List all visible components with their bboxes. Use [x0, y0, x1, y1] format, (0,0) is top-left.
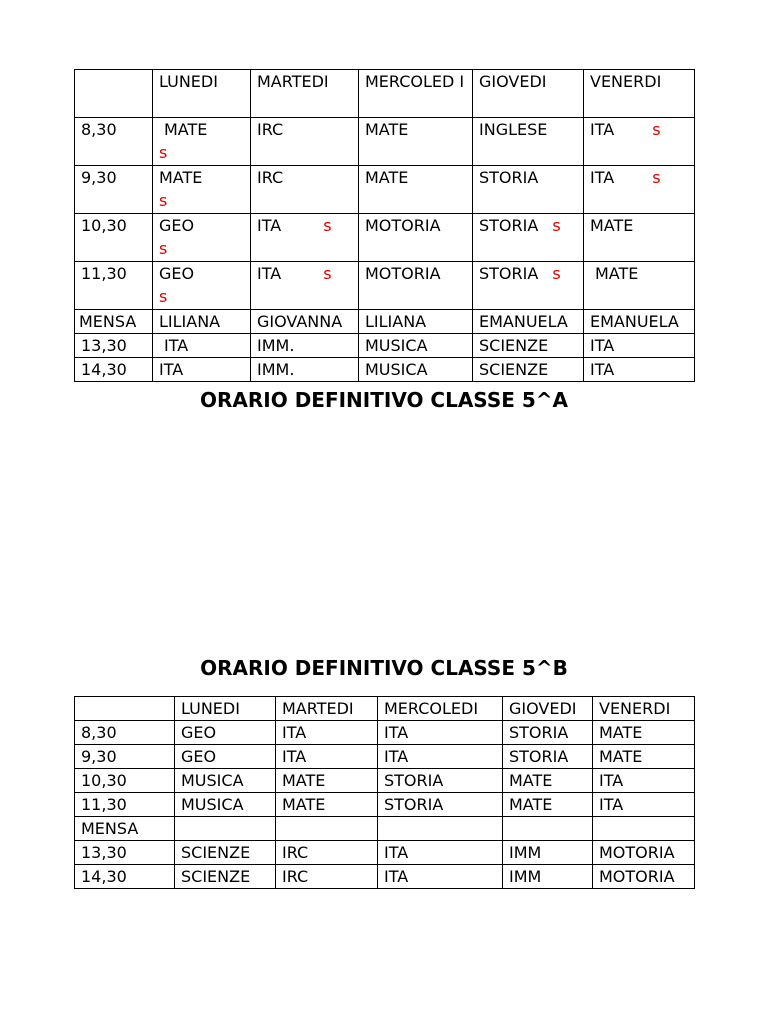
subject-text: MATE	[159, 168, 203, 187]
header-cell: LUNEDI	[153, 70, 251, 118]
mark-text: s	[652, 168, 661, 187]
schedule-cell: SCIENZE	[473, 358, 584, 382]
schedule-cell: ITA	[276, 721, 378, 745]
time-cell: 13,30	[75, 334, 153, 358]
schedule-cell	[153, 214, 251, 262]
time-cell: 11,30	[75, 262, 153, 310]
header-row	[75, 70, 695, 118]
table-row	[75, 214, 695, 262]
subject-text: ITA	[257, 216, 282, 235]
schedule-cell: STORIA	[378, 793, 503, 817]
schedule-cell: MATE	[593, 745, 695, 769]
time-cell: 8,30	[75, 721, 175, 745]
subject-text: ITA	[590, 168, 615, 187]
schedule-cell: ITA	[584, 358, 695, 382]
time-cell: 13,30	[75, 841, 175, 865]
schedule-cell: STORIA	[378, 769, 503, 793]
time-cell: 9,30	[75, 166, 153, 214]
schedule-cell: INGLESE	[473, 118, 584, 166]
schedule-cell: SCIENZE	[175, 865, 276, 889]
schedule-table-5a	[74, 69, 695, 382]
schedule-cell: STORIA	[503, 721, 593, 745]
header-cell: VENERDI	[593, 697, 695, 721]
table-row	[75, 334, 695, 358]
subject-text: ITA	[590, 120, 615, 139]
schedule-cell: ITA	[378, 745, 503, 769]
schedule-cell	[276, 817, 378, 841]
schedule-cell	[473, 262, 584, 310]
schedule-cell: MUSICA	[175, 769, 276, 793]
schedule-cell: MATE	[359, 166, 473, 214]
mark-text: s	[552, 216, 561, 235]
header-cell: GIOVEDI	[503, 697, 593, 721]
schedule-cell: ITA	[378, 841, 503, 865]
table-row	[75, 817, 695, 841]
schedule-cell: IRC	[251, 166, 359, 214]
subject-text: STORIA	[479, 264, 539, 283]
table-row	[75, 358, 695, 382]
time-cell: 8,30	[75, 118, 153, 166]
mark-text: s	[159, 191, 168, 210]
schedule-cell: MATE	[503, 793, 593, 817]
time-cell: 9,30	[75, 745, 175, 769]
header-row	[75, 697, 695, 721]
header-cell: VENERDI	[584, 70, 695, 118]
schedule-cell	[251, 262, 359, 310]
schedule-cell: MOTORIA	[593, 841, 695, 865]
table-row	[75, 118, 695, 166]
header-cell: MARTEDI	[276, 697, 378, 721]
subject-text: ITA	[164, 336, 189, 355]
schedule-cell: GEO	[175, 745, 276, 769]
schedule-cell: MUSICA	[359, 334, 473, 358]
schedule-cell: LILIANA	[359, 310, 473, 334]
table-row	[75, 841, 695, 865]
time-cell: MENSA	[75, 817, 175, 841]
header-cell: GIOVEDI	[473, 70, 584, 118]
schedule-cell: MATE	[584, 214, 695, 262]
subject-text: GEO	[159, 264, 195, 283]
schedule-cell: ITA	[584, 334, 695, 358]
header-cell: LUNEDI	[175, 697, 276, 721]
table-row	[75, 865, 695, 889]
schedule-cell: IRC	[251, 118, 359, 166]
schedule-cell: GEO	[175, 721, 276, 745]
schedule-cell	[153, 118, 251, 166]
subject-text: ITA	[257, 264, 282, 283]
schedule-cell: EMANUELA	[584, 310, 695, 334]
header-cell: MARTEDI	[251, 70, 359, 118]
schedule-cell: MUSICA	[175, 793, 276, 817]
schedule-cell: IMM	[503, 865, 593, 889]
schedule-cell: MATE	[503, 769, 593, 793]
schedule-cell: MOTORIA	[359, 214, 473, 262]
schedule-cell: STORIA	[503, 745, 593, 769]
subject-text: GEO	[159, 216, 195, 235]
mark-text: s	[159, 143, 168, 162]
mark-text: s	[323, 264, 332, 283]
schedule-cell: MOTORIA	[359, 262, 473, 310]
schedule-cell	[584, 118, 695, 166]
table-row	[75, 793, 695, 817]
time-cell: 10,30	[75, 214, 153, 262]
mark-text: s	[159, 239, 168, 258]
schedule-cell: IMM.	[251, 358, 359, 382]
schedule-cell: EMANUELA	[473, 310, 584, 334]
schedule-cell: ITA	[153, 358, 251, 382]
time-cell: 10,30	[75, 769, 175, 793]
title-class-5b: ORARIO DEFINITIVO CLASSE 5^B	[200, 656, 568, 680]
table-row	[75, 721, 695, 745]
schedule-cell	[378, 817, 503, 841]
table-row	[75, 262, 695, 310]
header-cell: MERCOLEDI	[378, 697, 503, 721]
time-cell: MENSA	[75, 310, 153, 334]
mark-text: s	[159, 287, 168, 306]
time-cell: 14,30	[75, 865, 175, 889]
mark-text: s	[323, 216, 332, 235]
schedule-cell: ITA	[276, 745, 378, 769]
schedule-cell	[503, 817, 593, 841]
schedule-cell: MATE	[276, 769, 378, 793]
schedule-cell: LILIANA	[153, 310, 251, 334]
schedule-cell: ITA	[593, 769, 695, 793]
schedule-cell: MATE	[276, 793, 378, 817]
schedule-cell: IMM.	[251, 334, 359, 358]
schedule-cell: IRC	[276, 841, 378, 865]
schedule-table-5b	[74, 696, 695, 889]
schedule-cell: MATE	[593, 721, 695, 745]
schedule-cell: ITA	[378, 721, 503, 745]
schedule-cell	[584, 262, 695, 310]
corner-cell	[75, 697, 175, 721]
time-cell: 11,30	[75, 793, 175, 817]
schedule-cell	[584, 166, 695, 214]
schedule-cell	[153, 262, 251, 310]
schedule-cell: STORIA	[473, 166, 584, 214]
schedule-cell: SCIENZE	[175, 841, 276, 865]
header-cell: MERCOLED I	[359, 70, 473, 118]
mark-text: s	[552, 264, 561, 283]
table-row	[75, 166, 695, 214]
schedule-cell: IRC	[276, 865, 378, 889]
schedule-cell	[153, 166, 251, 214]
schedule-cell: SCIENZE	[473, 334, 584, 358]
time-cell: 14,30	[75, 358, 153, 382]
schedule-cell: MOTORIA	[593, 865, 695, 889]
table-row	[75, 769, 695, 793]
schedule-cell: IMM	[503, 841, 593, 865]
mark-text: s	[652, 120, 661, 139]
schedule-cell: ITA	[378, 865, 503, 889]
schedule-cell: MUSICA	[359, 358, 473, 382]
schedule-cell: ITA	[593, 793, 695, 817]
schedule-cell	[593, 817, 695, 841]
title-class-5a: ORARIO DEFINITIVO CLASSE 5^A	[200, 388, 568, 412]
schedule-cell: MATE	[359, 118, 473, 166]
table-row	[75, 745, 695, 769]
subject-text: MATE	[164, 120, 208, 139]
subject-text: STORIA	[479, 216, 539, 235]
schedule-cell: GIOVANNA	[251, 310, 359, 334]
subject-text: MATE	[595, 264, 639, 283]
schedule-cell	[175, 817, 276, 841]
table-row	[75, 310, 695, 334]
schedule-cell	[473, 214, 584, 262]
schedule-cell	[251, 214, 359, 262]
schedule-cell	[153, 334, 251, 358]
corner-cell	[75, 70, 153, 118]
